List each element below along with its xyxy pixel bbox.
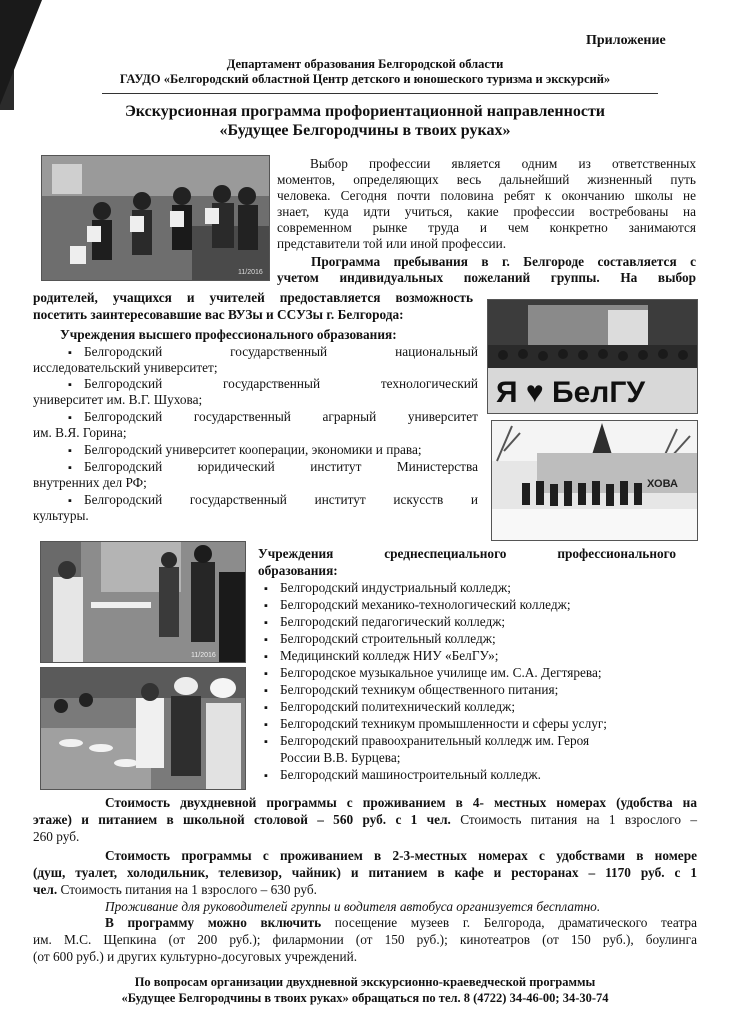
free-accommodation-note: Проживание для руководителей группы и водителя автобуса организуется бесплатно.	[105, 899, 601, 914]
intro-line: знает, куда идти учиться, какие профессии востребованы на	[277, 204, 696, 219]
include-line: им. М.С. Щепкина (от 200 руб.); филармонии (от 150 руб.); кинотеатров (от 150 руб.), боулинга	[33, 932, 697, 947]
list-item-cont: исследовательский университет;	[33, 360, 218, 375]
sign-text: ХОВА	[647, 478, 678, 490]
contact-line: По вопросам организации двухдневной экскурсионно-краеведческой программы	[134, 975, 596, 989]
list-item: ▪ Белгородский государственный национальный	[68, 344, 478, 361]
program-line: посетить заинтересовавшие вас ВУЗы и ССУЗы г. Белгорода:	[33, 307, 404, 322]
list-item-cont: внутренних дел РФ;	[33, 475, 147, 490]
list-item: ▪ Белгородский техникум промышленности и сферы услуг;	[264, 716, 607, 733]
cost-line: (душ, туалет, холодильник, телевизор, чайник) и питанием в кафе и ресторанах – 1170 руб. с 1	[33, 865, 697, 880]
page-title: Экскурсионная программа профориентационной направленности	[124, 103, 606, 120]
list-item: ▪ Белгородский политехнический колледж;	[264, 699, 515, 716]
list-item: ▪ Белгородский индустриальный колледж;	[264, 580, 511, 597]
list-item-cont: культуры.	[33, 508, 89, 523]
list-item: ▪ Белгородский государственный институт искусств и	[68, 492, 478, 509]
list-item: ▪ Медицинский колледж НИУ «БелГУ»;	[264, 648, 498, 665]
list-item: ▪ Белгородский юридический институт Министерства	[68, 459, 478, 476]
include-line: В программу можно включить посещение музеев г. Белгорода, драматического театра	[105, 915, 697, 930]
cost-line: 260 руб.	[33, 829, 80, 844]
list-item-cont: России В.В. Бурцева;	[280, 750, 401, 765]
intro-line: современном рынке труда и чем конкретно занимаются	[277, 220, 696, 235]
program-line: учетом индивидуальных пожеланий группы. На выбор	[277, 270, 696, 285]
program-line: Программа пребывания в г. Белгороде составляется с	[311, 254, 696, 269]
list-item: ▪ Белгородский педагогический колледж;	[264, 614, 505, 631]
list-item: ▪ Белгородский государственный аграрный университет	[68, 409, 478, 426]
organization-name: ГАУДО «Белгородский областной Центр детского и юношеского туризма и экскурсий»	[119, 72, 611, 86]
scan-corner	[0, 0, 42, 105]
list-item: ▪ Белгородский строительный колледж;	[264, 631, 496, 648]
photo1-tag: 11/2016	[238, 269, 263, 276]
department-name: Департамент образования Белгородской области	[226, 57, 504, 71]
page-subtitle: «Будущее Белгородчины в твоих руках»	[219, 122, 511, 139]
intro-line: моментов, определяющих весь дальнейший жизненный путь	[277, 172, 696, 187]
banner-text: Я ♥ БелГУ	[496, 376, 646, 409]
list-item: ▪ Белгородский механико-технологический колледж;	[264, 597, 571, 614]
list-item-cont: им. В.Я. Горина;	[33, 425, 127, 440]
list-item: ▪ Белгородский машиностроительный колледж.	[264, 767, 541, 784]
list-item: ▪ Белгородский правоохранительный колледж им. Героя	[264, 733, 589, 750]
appendix-label: Приложение	[586, 33, 666, 48]
list-item: ▪ Белгородский университет кооперации, экономики и права;	[68, 442, 422, 459]
program-line: родителей, учащихся и учителей предоставляется возможность	[33, 290, 473, 305]
secondary-education-heading-cont: образования:	[258, 563, 338, 578]
photo-university-winter	[491, 420, 698, 541]
header-rule	[102, 93, 658, 94]
photo-belgu-banner	[487, 299, 698, 414]
photo4-tag: 11/2016	[191, 652, 216, 659]
cost-line: этаже) и питанием в школьной столовой – 560 руб. с 1 чел. Стоимость питания на 1 взрослого –	[33, 812, 697, 827]
list-item: ▪ Белгородский государственный технологический	[68, 376, 478, 393]
higher-education-heading: Учреждения высшего профессионального образования:	[60, 327, 397, 342]
include-line: (от 600 руб.) и других культурно-досуговых учреждений.	[33, 949, 358, 964]
list-item-cont: университет им. В.Г. Шухова;	[33, 392, 203, 407]
contact-phone-line: «Будущее Белгородчины в твоих руках» обращаться по тел. 8 (4722) 34-46-00; 34-30-74	[121, 991, 609, 1005]
photo-lab-students	[40, 541, 246, 663]
cost-line: Стоимость двухдневной программы с проживанием в 4- местных номерах (удобства на	[105, 795, 697, 810]
photo-cooking-class	[40, 667, 246, 790]
intro-line: человека. Сегодня почти половина ребят к окончанию школы не	[277, 188, 696, 203]
secondary-education-heading: Учреждения среднеспециального профессионального	[258, 546, 676, 561]
list-item: ▪ Белгородский техникум общественного питания;	[264, 682, 558, 699]
intro-line: Выбор профессии является одним из ответственных	[310, 156, 696, 171]
list-item: ▪ Белгородское музыкальное училище им. С.А. Дегтярева;	[264, 665, 602, 682]
cost-line: чел. Стоимость питания на 1 взрослого – 630 руб.	[33, 882, 317, 897]
photo-students-group	[41, 155, 270, 281]
intro-line: представители той или иной профессии.	[277, 236, 507, 251]
cost-line: Стоимость программы с проживанием в 2-3-местных номерах с удобствами в номере	[105, 848, 697, 863]
